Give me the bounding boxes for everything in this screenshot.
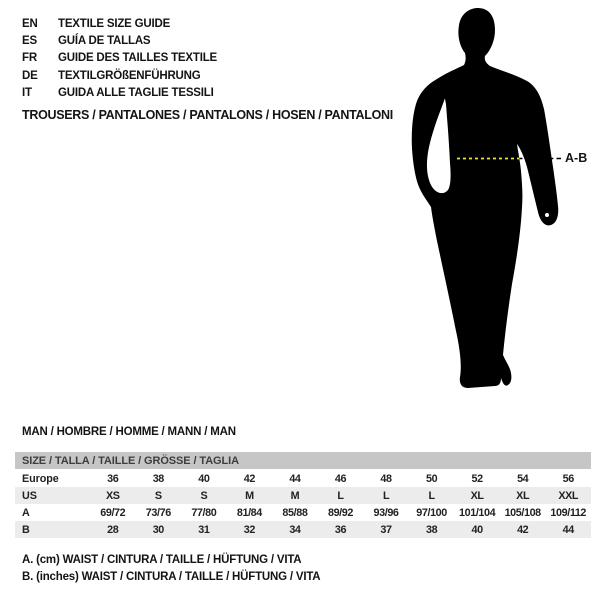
footnote-b: B. (inches) WAIST / CINTURA / TAILLE / HÜFTUNG / VITA <box>22 570 321 583</box>
size-table-cell: 101/104 <box>459 506 496 519</box>
size-table-cell: 48 <box>380 472 392 485</box>
language-label: GUIDA ALLE TAGLIE TESSILI <box>58 86 214 99</box>
size-table-cell: 44 <box>289 472 301 485</box>
size-table-cell: XS <box>105 489 120 502</box>
category-title: TROUSERS / PANTALONES / PANTALONS / HOSEN / PANTALONI <box>22 108 393 122</box>
language-list <box>22 15 217 101</box>
size-table-cell: 44 <box>562 523 574 536</box>
size-table-cell: L <box>382 489 390 502</box>
measure-label: A-B <box>565 151 588 165</box>
size-table-cell: 109/112 <box>550 506 587 519</box>
size-table-cell: 54 <box>517 472 529 485</box>
size-table-cell: 28 <box>107 523 119 536</box>
language-row <box>22 32 217 49</box>
size-table-cell: 38 <box>425 523 438 536</box>
language-code: ES <box>22 34 37 47</box>
language-label: GUÍA DE TALLAS <box>58 34 151 47</box>
size-table-row <box>15 470 591 487</box>
size-table-cell: 40 <box>198 472 210 485</box>
size-table-cell: 85/88 <box>282 506 308 519</box>
size-table-row-label: B <box>22 523 30 536</box>
size-table-cell: L <box>428 489 435 502</box>
size-table-cell: 56 <box>562 472 574 485</box>
gender-title: MAN / HOMBRE / HOMME / MANN / MAN <box>22 426 236 438</box>
hand-detail <box>545 213 549 217</box>
size-table-cell: 81/84 <box>236 506 262 519</box>
size-table-cell: 36 <box>107 472 119 485</box>
size-table-cell: 36 <box>334 523 347 536</box>
size-table-cell: M <box>245 489 254 502</box>
size-table-row-label: Europe <box>22 472 59 485</box>
size-table-cell: 52 <box>471 472 483 485</box>
size-table-cell: 89/92 <box>327 506 353 519</box>
size-table-cell: S <box>154 489 162 502</box>
size-table-cell: 32 <box>243 523 255 536</box>
size-table-cell: XL <box>516 489 530 502</box>
size-table-header: SIZE / TALLA / TAILLE / GRÖSSE / TAGLIA <box>15 452 591 469</box>
size-table-row <box>15 504 591 521</box>
size-table-cell: 77/80 <box>191 506 217 519</box>
size-table-row-label: US <box>22 489 37 502</box>
size-table-cell: XL <box>470 489 484 502</box>
footnote-a: A. (cm) WAIST / CINTURA / TAILLE / HÜFTUNG / VITA <box>22 554 302 566</box>
size-table <box>15 452 591 538</box>
size-table-row-label: A <box>22 506 30 519</box>
man-silhouette <box>412 8 559 388</box>
size-table-cell: L <box>337 489 344 502</box>
size-table-cell: 42 <box>517 523 529 536</box>
size-table-cell: 46 <box>334 472 347 485</box>
language-code: DE <box>22 69 38 82</box>
language-row <box>22 50 217 67</box>
size-table-row <box>15 521 591 538</box>
language-label: GUIDE DES TAILLES TEXTILE <box>58 52 217 65</box>
language-code: EN <box>22 17 38 30</box>
language-row <box>22 84 217 101</box>
size-table-cell: 69/72 <box>100 506 126 519</box>
language-row <box>22 15 217 32</box>
size-table-cell: 37 <box>380 523 392 536</box>
size-table-cell: XXL <box>558 489 579 502</box>
language-code: IT <box>22 86 32 99</box>
size-table-cell: S <box>200 489 208 502</box>
size-table-cell: 97/100 <box>416 506 447 519</box>
language-label: TEXTILGRÖßENFÜHRUNG <box>58 69 201 82</box>
language-label: TEXTILE SIZE GUIDE <box>58 17 171 30</box>
size-table-cell: 38 <box>152 472 164 485</box>
language-row <box>22 67 217 84</box>
man-silhouette-svg <box>400 0 600 400</box>
size-table-cell: 93/96 <box>373 506 399 519</box>
size-table-cell: 42 <box>243 472 255 485</box>
size-table-cell: 73/76 <box>145 506 171 519</box>
man-silhouette-figure <box>400 0 600 400</box>
size-table-cell: 105/108 <box>504 506 541 519</box>
size-table-cell: M <box>290 489 300 502</box>
size-table-cell: 31 <box>198 523 210 536</box>
size-table-cell: 40 <box>471 523 483 536</box>
size-table-cell: 30 <box>152 523 164 536</box>
size-table-row <box>15 487 591 504</box>
size-table-cell: 50 <box>425 472 438 485</box>
footnotes <box>22 552 320 585</box>
language-code: FR <box>22 52 37 65</box>
size-table-body <box>15 470 591 538</box>
size-table-cell: 34 <box>289 523 301 536</box>
